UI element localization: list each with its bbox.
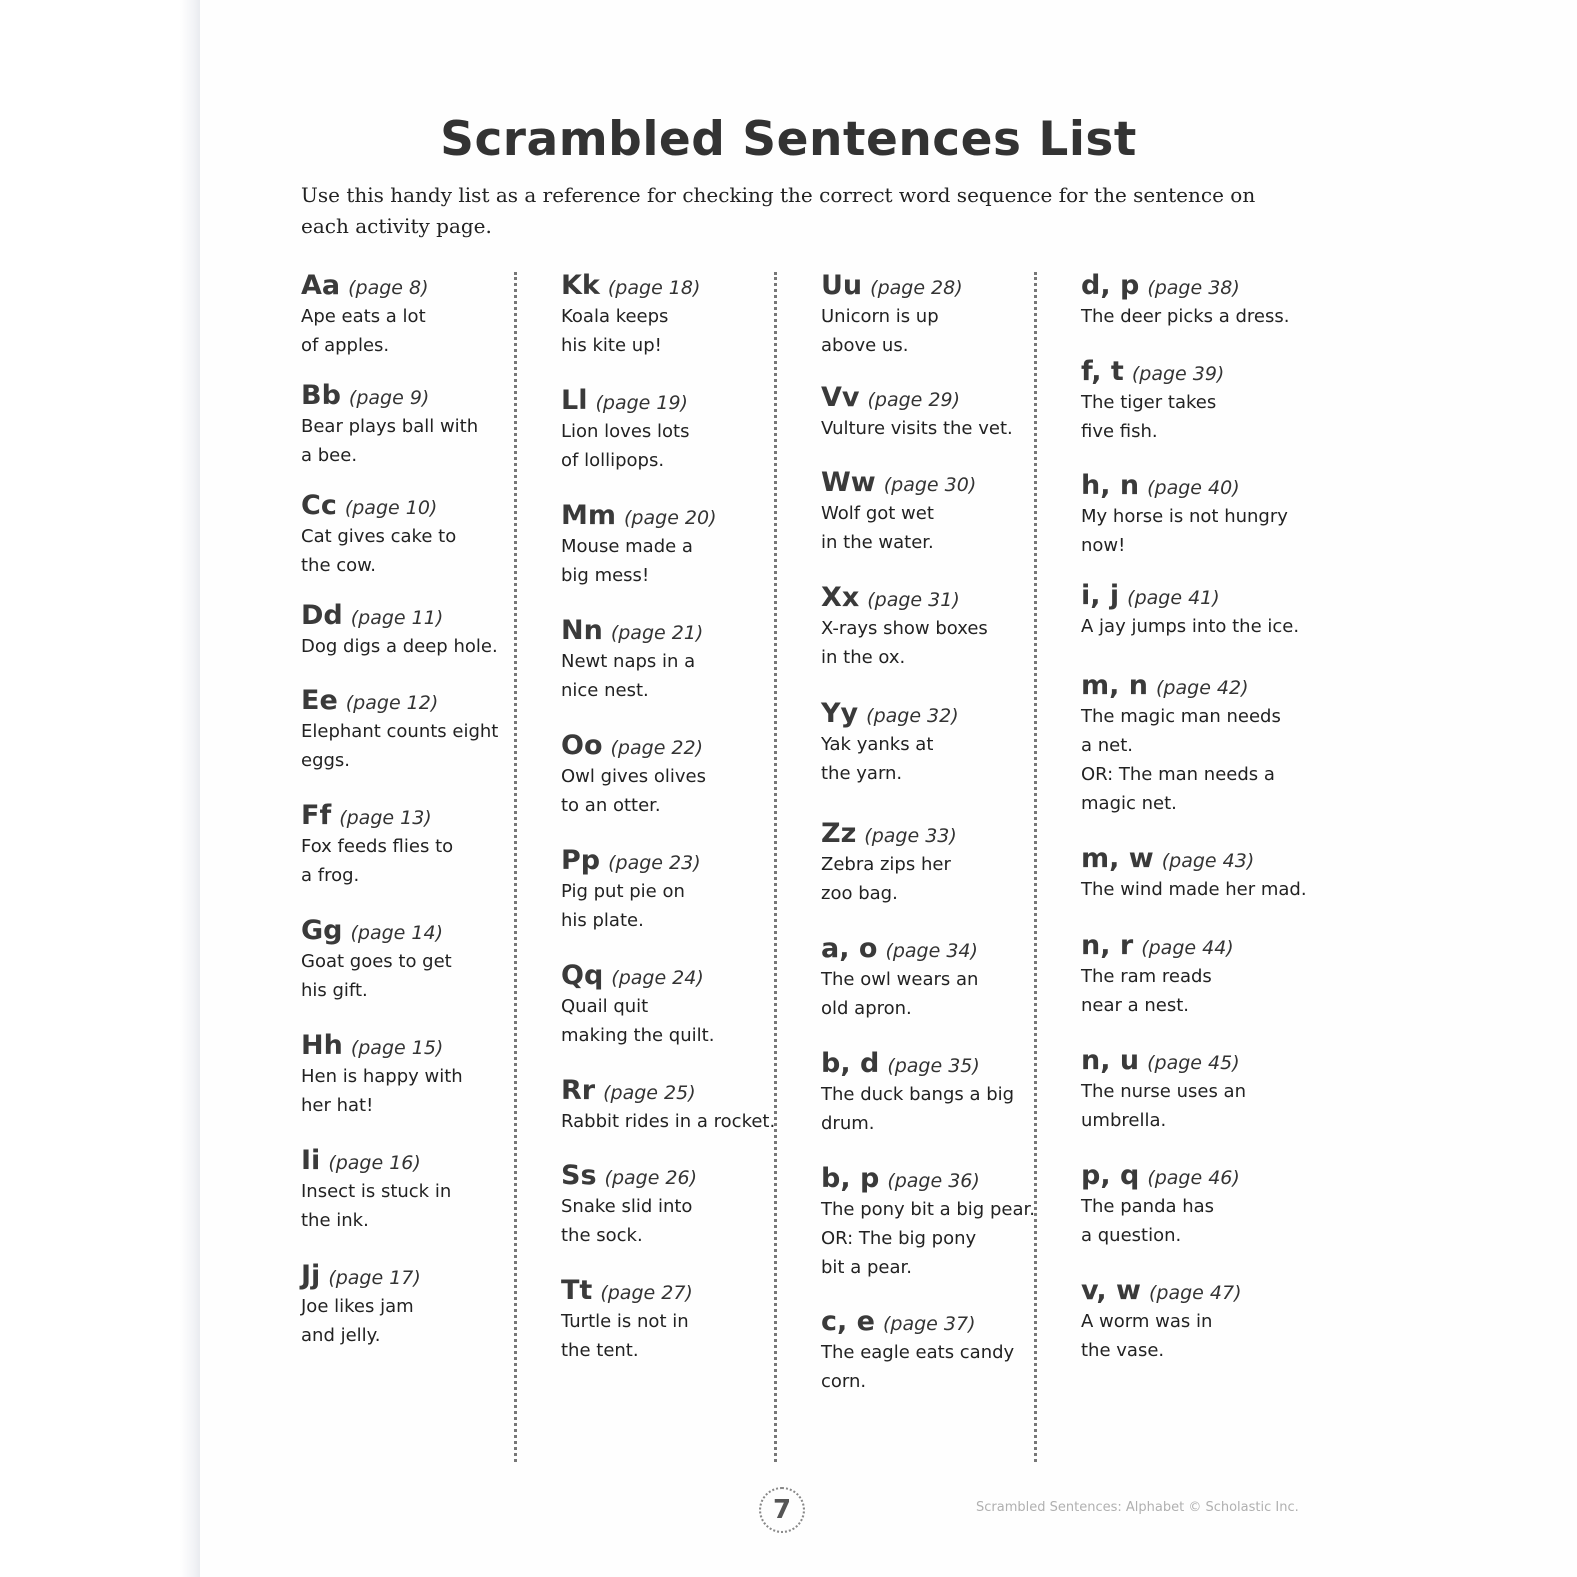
entry-sentence-line: of apples. — [301, 335, 390, 356]
entry-sentence-line: OR: The man needs a — [1081, 764, 1275, 785]
entry-sentence-line: bit a pear. — [821, 1257, 912, 1278]
entry-sentence-line: Yak yanks at — [821, 734, 934, 755]
entry-heading — [821, 1163, 1061, 1195]
entry-heading — [821, 1048, 1061, 1080]
entry-letters: m, n — [1081, 670, 1149, 701]
sentence-entry — [821, 933, 1061, 1023]
entry-letters: h, n — [1081, 470, 1140, 501]
sentence-entry — [301, 800, 541, 890]
page-title: Scrambled Sentences List — [440, 112, 1137, 167]
entry-page-reference: (page 46) — [1147, 1167, 1240, 1189]
sentence-entry — [301, 1260, 541, 1350]
entry-page-reference: (page 43) — [1161, 850, 1255, 872]
entry-letters: a, o — [821, 933, 878, 964]
entry-heading — [301, 1260, 541, 1292]
entry-heading — [301, 600, 541, 632]
entry-letters: Bb — [301, 380, 341, 411]
entry-page-reference: (page 44) — [1141, 937, 1234, 959]
entry-page-reference: (page 32) — [866, 705, 959, 727]
entry-letters: Ff — [301, 800, 332, 831]
entry-letters: Ii — [301, 1145, 321, 1176]
entry-letters: Ww — [821, 467, 876, 498]
entry-sentence-line: Insect is stuck in — [301, 1181, 452, 1202]
entry-sentence-line: The eagle eats candy — [821, 1342, 1015, 1363]
entry-sentence-line: Hen is happy with — [301, 1066, 463, 1087]
entry-sentence-line: his kite up! — [561, 335, 662, 356]
entry-sentence-line: The panda has — [1081, 1196, 1215, 1217]
entry-letters: Zz — [821, 818, 857, 849]
entry-letters: v, w — [1081, 1275, 1141, 1306]
sentence-entry — [561, 730, 801, 820]
entry-heading — [821, 1306, 1061, 1338]
sentence-entry — [561, 270, 801, 360]
entry-letters: b, d — [821, 1048, 880, 1079]
entry-page-reference: (page 45) — [1147, 1052, 1240, 1074]
entry-sentence-line: Dog digs a deep hole. — [301, 636, 498, 657]
entry-heading — [301, 380, 541, 412]
entry-sentence-line: The owl wears an — [821, 969, 979, 990]
entry-heading — [1081, 356, 1321, 388]
entry-heading — [821, 698, 1061, 730]
entry-sentence-line: the ink. — [301, 1210, 369, 1231]
sentence-entry — [1081, 580, 1321, 641]
entry-page-reference: (page 35) — [887, 1055, 980, 1077]
entry-heading — [821, 582, 1061, 614]
entry-page-reference: (page 33) — [864, 825, 957, 847]
column-divider — [514, 272, 517, 1462]
entry-sentence-line: Turtle is not in — [561, 1311, 689, 1332]
entry-sentence-line: above us. — [821, 335, 909, 356]
entry-letters: n, u — [1081, 1045, 1140, 1076]
entry-page-reference: (page 18) — [607, 277, 701, 299]
entry-sentence-line: of lollipops. — [561, 450, 665, 471]
entry-letters: Hh — [301, 1030, 343, 1061]
sentence-entry — [1081, 843, 1321, 904]
entry-letters: Tt — [561, 1275, 593, 1306]
entry-heading — [301, 1030, 541, 1062]
entry-sentence-line: Quail quit — [561, 996, 649, 1017]
entry-page-reference: (page 15) — [350, 1037, 444, 1059]
entry-sentence-line: his gift. — [301, 980, 368, 1001]
entry-sentence-line: and jelly. — [301, 1325, 381, 1346]
sentence-entry — [561, 385, 801, 475]
entry-sentence-line: Mouse made a — [561, 536, 693, 557]
entry-sentence-line: magic net. — [1081, 793, 1177, 814]
sentence-entry — [1081, 270, 1321, 331]
sentence-entry — [561, 1160, 801, 1250]
sentence-entry — [1081, 356, 1321, 446]
entry-heading — [1081, 843, 1321, 875]
entry-letters: Qq — [561, 960, 604, 991]
entry-heading — [301, 490, 541, 522]
entry-sentence-line: The duck bangs a big — [821, 1084, 1015, 1105]
entry-letters: Mm — [561, 500, 617, 531]
entry-page-reference: (page 8) — [348, 277, 429, 299]
entry-sentence-line: The ram reads — [1081, 966, 1212, 987]
entry-page-reference: (page 11) — [350, 607, 444, 629]
entry-sentence-line: nice nest. — [561, 680, 649, 701]
entry-letters: Nn — [561, 615, 603, 646]
sentence-entry — [301, 1030, 541, 1120]
entry-letters: Kk — [561, 270, 600, 301]
sentence-entry — [821, 382, 1061, 443]
entry-sentence-line: Lion loves lots — [561, 421, 690, 442]
sentence-entry — [821, 270, 1061, 360]
sentence-entry — [301, 1145, 541, 1235]
entry-sentence-line: Bear plays ball with — [301, 416, 479, 437]
entry-sentence-line: Cat gives cake to — [301, 526, 457, 547]
entry-letters: Vv — [821, 382, 860, 413]
entry-page-reference: (page 39) — [1131, 363, 1225, 385]
entry-sentence-line: The deer picks a dress. — [1081, 306, 1290, 327]
sentence-entry — [1081, 1160, 1321, 1250]
entry-sentence-line: the yarn. — [821, 763, 903, 784]
sentence-entry — [821, 1163, 1061, 1282]
sentence-entry — [301, 490, 541, 580]
entry-sentence-line: The pony bit a big pear. — [821, 1199, 1035, 1220]
sentence-entry — [561, 845, 801, 935]
entry-heading — [821, 818, 1061, 850]
entry-page-reference: (page 41) — [1127, 587, 1220, 609]
entry-sentence-line: a frog. — [301, 865, 360, 886]
column-divider — [1034, 272, 1037, 1462]
entry-sentence-line: big mess! — [561, 565, 650, 586]
entry-sentence-line: The wind made her mad. — [1081, 879, 1307, 900]
entry-sentence-line: The magic man needs — [1081, 706, 1281, 727]
entry-heading — [821, 382, 1061, 414]
entry-sentence-line: Ape eats a lot — [301, 306, 426, 327]
entry-heading — [301, 1145, 541, 1177]
entry-sentence-line: in the water. — [821, 532, 934, 553]
entry-sentence-line: the tent. — [561, 1340, 639, 1361]
entry-letters: Yy — [821, 698, 859, 729]
entry-page-reference: (page 14) — [350, 922, 443, 944]
entry-sentence-line: Zebra zips her — [821, 854, 951, 875]
entry-sentence-line: Goat goes to get — [301, 951, 452, 972]
sentence-entry — [301, 915, 541, 1005]
entry-sentence-line: her hat! — [301, 1095, 374, 1116]
entry-sentence-line: Owl gives olives — [561, 766, 706, 787]
entry-page-reference: (page 9) — [348, 387, 430, 409]
entry-letters: c, e — [821, 1306, 875, 1337]
column-divider — [774, 272, 777, 1462]
entry-sentence-line: making the quilt. — [561, 1025, 715, 1046]
sentence-entry — [1081, 930, 1321, 1020]
sentence-entry — [1081, 670, 1321, 818]
entry-sentence-line: A worm was in — [1081, 1311, 1213, 1332]
entry-sentence-line: a bee. — [301, 445, 358, 466]
entry-sentence-line: Wolf got wet — [821, 503, 934, 524]
entry-page-reference: (page 29) — [867, 389, 960, 411]
entry-heading — [561, 385, 801, 417]
entry-page-reference: (page 38) — [1147, 277, 1240, 299]
entry-sentence-line: the cow. — [301, 555, 376, 576]
entry-sentence-line: umbrella. — [1081, 1110, 1167, 1131]
entry-page-reference: (page 37) — [882, 1313, 976, 1335]
entry-sentence-line: Rabbit rides in a rocket. — [561, 1111, 776, 1132]
entry-letters: f, t — [1081, 356, 1124, 387]
entry-sentence-line: Pig put pie on — [561, 881, 685, 902]
entry-sentence-line: a net. — [1081, 735, 1134, 756]
entry-page-reference: (page 47) — [1149, 1282, 1242, 1304]
entry-sentence-line: Koala keeps — [561, 306, 669, 327]
entry-sentence-line: corn. — [821, 1371, 867, 1392]
entry-sentence-line: his plate. — [561, 910, 644, 931]
entry-sentence-line: zoo bag. — [821, 883, 898, 904]
entry-letters: Aa — [301, 270, 341, 301]
sentence-entry — [301, 600, 541, 661]
sentence-entry — [821, 1048, 1061, 1138]
entry-page-reference: (page 30) — [883, 474, 977, 496]
sentence-entry — [301, 270, 541, 360]
entry-sentence-line: Elephant counts eight — [301, 721, 499, 742]
entry-heading — [1081, 270, 1321, 302]
entry-heading — [821, 270, 1061, 302]
entry-page-reference: (page 12) — [345, 692, 439, 714]
entry-page-reference: (page 34) — [885, 940, 978, 962]
entry-sentence-line: Joe likes jam — [301, 1296, 414, 1317]
entry-sentence-line: The nurse uses an — [1081, 1081, 1246, 1102]
entry-page-reference: (page 10) — [344, 497, 438, 519]
entry-page-reference: (page 26) — [604, 1167, 698, 1189]
entry-letters: i, j — [1081, 580, 1120, 611]
page-edge — [0, 0, 200, 1577]
entry-letters: Xx — [821, 582, 860, 613]
entry-letters: Dd — [301, 600, 343, 631]
entry-letters: b, p — [821, 1163, 880, 1194]
entry-heading — [301, 270, 541, 302]
entry-sentence-line: Newt naps in a — [561, 651, 696, 672]
entry-page-reference: (page 19) — [595, 392, 688, 414]
entry-sentence-line: My horse is not hungry — [1081, 506, 1288, 527]
sentence-entry — [821, 818, 1061, 908]
entry-page-reference: (page 24) — [611, 967, 704, 989]
entry-heading — [561, 1160, 801, 1192]
page-number: 7 — [759, 1487, 805, 1533]
entry-heading — [561, 1275, 801, 1307]
entry-page-reference: (page 16) — [328, 1152, 421, 1174]
entry-heading — [561, 960, 801, 992]
sentence-entry — [561, 1075, 801, 1136]
entry-heading — [561, 845, 801, 877]
entry-letters: p, q — [1081, 1160, 1140, 1191]
entry-sentence-line: OR: The big pony — [821, 1228, 977, 1249]
entry-heading — [1081, 580, 1321, 612]
entry-sentence-line: X-rays show boxes — [821, 618, 988, 639]
entry-heading — [821, 467, 1061, 499]
entry-letters: Cc — [301, 490, 337, 521]
entry-letters: Rr — [561, 1075, 596, 1106]
entry-heading — [821, 933, 1061, 965]
entry-heading — [1081, 1275, 1321, 1307]
entry-heading — [1081, 1160, 1321, 1192]
entry-heading — [1081, 670, 1321, 702]
entry-sentence-line: A jay jumps into the ice. — [1081, 616, 1300, 637]
entry-page-reference: (page 36) — [887, 1170, 980, 1192]
intro-paragraph: Use this handy list as a reference for checking the correct word sequence for the sentence on each activity page. — [301, 183, 1256, 238]
entry-page-reference: (page 22) — [610, 737, 704, 759]
entry-sentence-line: the vase. — [1081, 1340, 1165, 1361]
entry-sentence-line: Vulture visits the vet. — [821, 418, 1013, 439]
entry-heading — [561, 615, 801, 647]
entry-page-reference: (page 23) — [608, 852, 701, 874]
entry-sentence-line: five fish. — [1081, 421, 1158, 442]
sentence-entry — [561, 1275, 801, 1365]
sentence-entry — [1081, 1275, 1321, 1365]
entry-sentence-line: Unicorn is up — [821, 306, 939, 327]
entry-letters: Gg — [301, 915, 343, 946]
entry-sentence-line: in the ox. — [821, 647, 906, 668]
entry-letters: m, w — [1081, 843, 1154, 874]
entry-letters: Ll — [561, 385, 588, 416]
entry-heading — [1081, 930, 1321, 962]
entry-letters: Uu — [821, 270, 863, 301]
entry-sentence-line: Fox feeds flies to — [301, 836, 454, 857]
entry-page-reference: (page 13) — [339, 807, 432, 829]
entry-sentence-line: drum. — [821, 1113, 875, 1134]
entry-page-reference: (page 42) — [1156, 677, 1249, 699]
entry-page-reference: (page 28) — [870, 277, 963, 299]
sentence-entry — [821, 698, 1061, 788]
entry-sentence-line: eggs. — [301, 750, 351, 771]
sentence-entry — [301, 685, 541, 775]
entry-heading — [1081, 470, 1321, 502]
entry-sentence-line: the sock. — [561, 1225, 643, 1246]
sentence-entry — [821, 582, 1061, 672]
entry-sentence-line: a question. — [1081, 1225, 1182, 1246]
sentence-entry — [561, 960, 801, 1050]
entry-heading — [561, 1075, 801, 1107]
entry-heading — [561, 730, 801, 762]
entry-letters: Oo — [561, 730, 603, 761]
entry-page-reference: (page 17) — [328, 1267, 421, 1289]
sentence-entry — [821, 1306, 1061, 1396]
sentence-entry — [301, 380, 541, 470]
entry-page-reference: (page 40) — [1147, 477, 1240, 499]
entry-page-reference: (page 27) — [600, 1282, 693, 1304]
entry-letters: d, p — [1081, 270, 1140, 301]
entry-sentence-line: Snake slid into — [561, 1196, 693, 1217]
entry-sentence-line: now! — [1081, 535, 1126, 556]
sentence-entry — [821, 467, 1061, 557]
sentence-entry — [561, 615, 801, 705]
entry-heading — [561, 270, 801, 302]
entry-letters: Pp — [561, 845, 601, 876]
entry-heading — [301, 800, 541, 832]
entry-sentence-line: The tiger takes — [1081, 392, 1217, 413]
entry-sentence-line: near a nest. — [1081, 995, 1190, 1016]
entry-letters: Ss — [561, 1160, 597, 1191]
entry-page-reference: (page 25) — [603, 1082, 696, 1104]
entry-sentence-line: to an otter. — [561, 795, 661, 816]
entry-letters: n, r — [1081, 930, 1134, 961]
footer-credit: Scrambled Sentences: Alphabet © Scholastic Inc. — [976, 1500, 1299, 1515]
entry-letters: Ee — [301, 685, 338, 716]
entry-heading — [1081, 1045, 1321, 1077]
entry-letters: Jj — [301, 1260, 321, 1291]
entry-heading — [561, 500, 801, 532]
entry-page-reference: (page 21) — [610, 622, 704, 644]
sentence-entry — [561, 500, 801, 590]
entry-page-reference: (page 20) — [624, 507, 717, 529]
entry-heading — [301, 685, 541, 717]
entry-sentence-line: old apron. — [821, 998, 912, 1019]
entry-page-reference: (page 31) — [867, 589, 960, 611]
entry-heading — [301, 915, 541, 947]
sentence-entry — [1081, 1045, 1321, 1135]
sentence-entry — [1081, 470, 1321, 560]
